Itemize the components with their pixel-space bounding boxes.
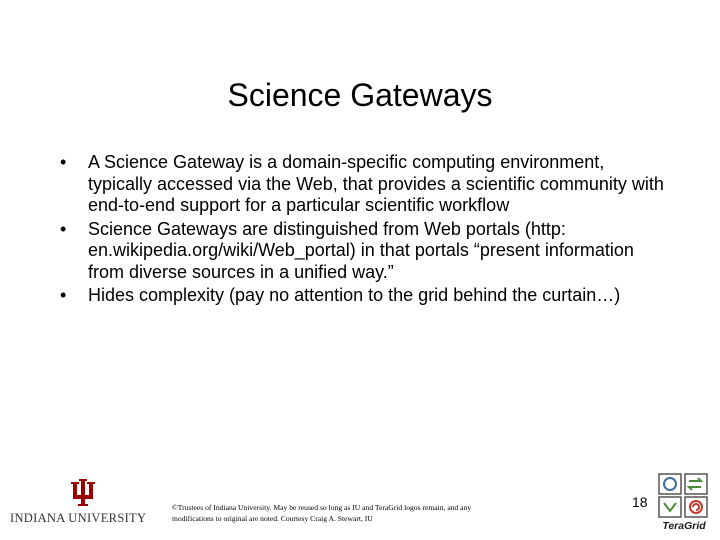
bullet-marker: •	[60, 152, 67, 172]
bullet-item	[60, 219, 670, 284]
bullet-marker: •	[60, 285, 67, 305]
copyright-notice: ©Trustees of Indiana University. May be reused so long as IU and TeraGrid logos remain, and any modifications to original are noted. Courtesy Craig A. Stewart, IU	[172, 503, 472, 523]
bullet-item	[60, 152, 670, 217]
slide-number: 18	[632, 494, 648, 510]
teragrid-logo-icon	[657, 472, 711, 520]
bullet-text: Hides complexity (pay no attention to the grid behind the curtain…)	[88, 285, 621, 305]
slide-title: Science Gateways	[227, 77, 493, 113]
bullet-item	[60, 285, 670, 307]
bullet-text: A Science Gateway is a domain-specific computing environment, typically accessed via the Web, that provides a scientific community with end-to-end support for a particular scientific workflow	[88, 152, 664, 215]
indiana-university-logo	[10, 478, 152, 528]
bullet-marker: •	[60, 218, 67, 239]
institution-name: INDIANA UNIVERSITY	[10, 511, 147, 525]
teragrid-wordmark: TeraGrid	[662, 520, 706, 532]
teragrid-logo	[655, 472, 713, 534]
iu-trident-icon	[68, 478, 98, 508]
bullet-list	[60, 152, 670, 309]
bullet-text: Science Gateways are distinguished from Web portals (http: en.wikipedia.org/wiki/Web_portal) in that portals “present information from diverse sources in a unified way.”	[88, 218, 634, 282]
